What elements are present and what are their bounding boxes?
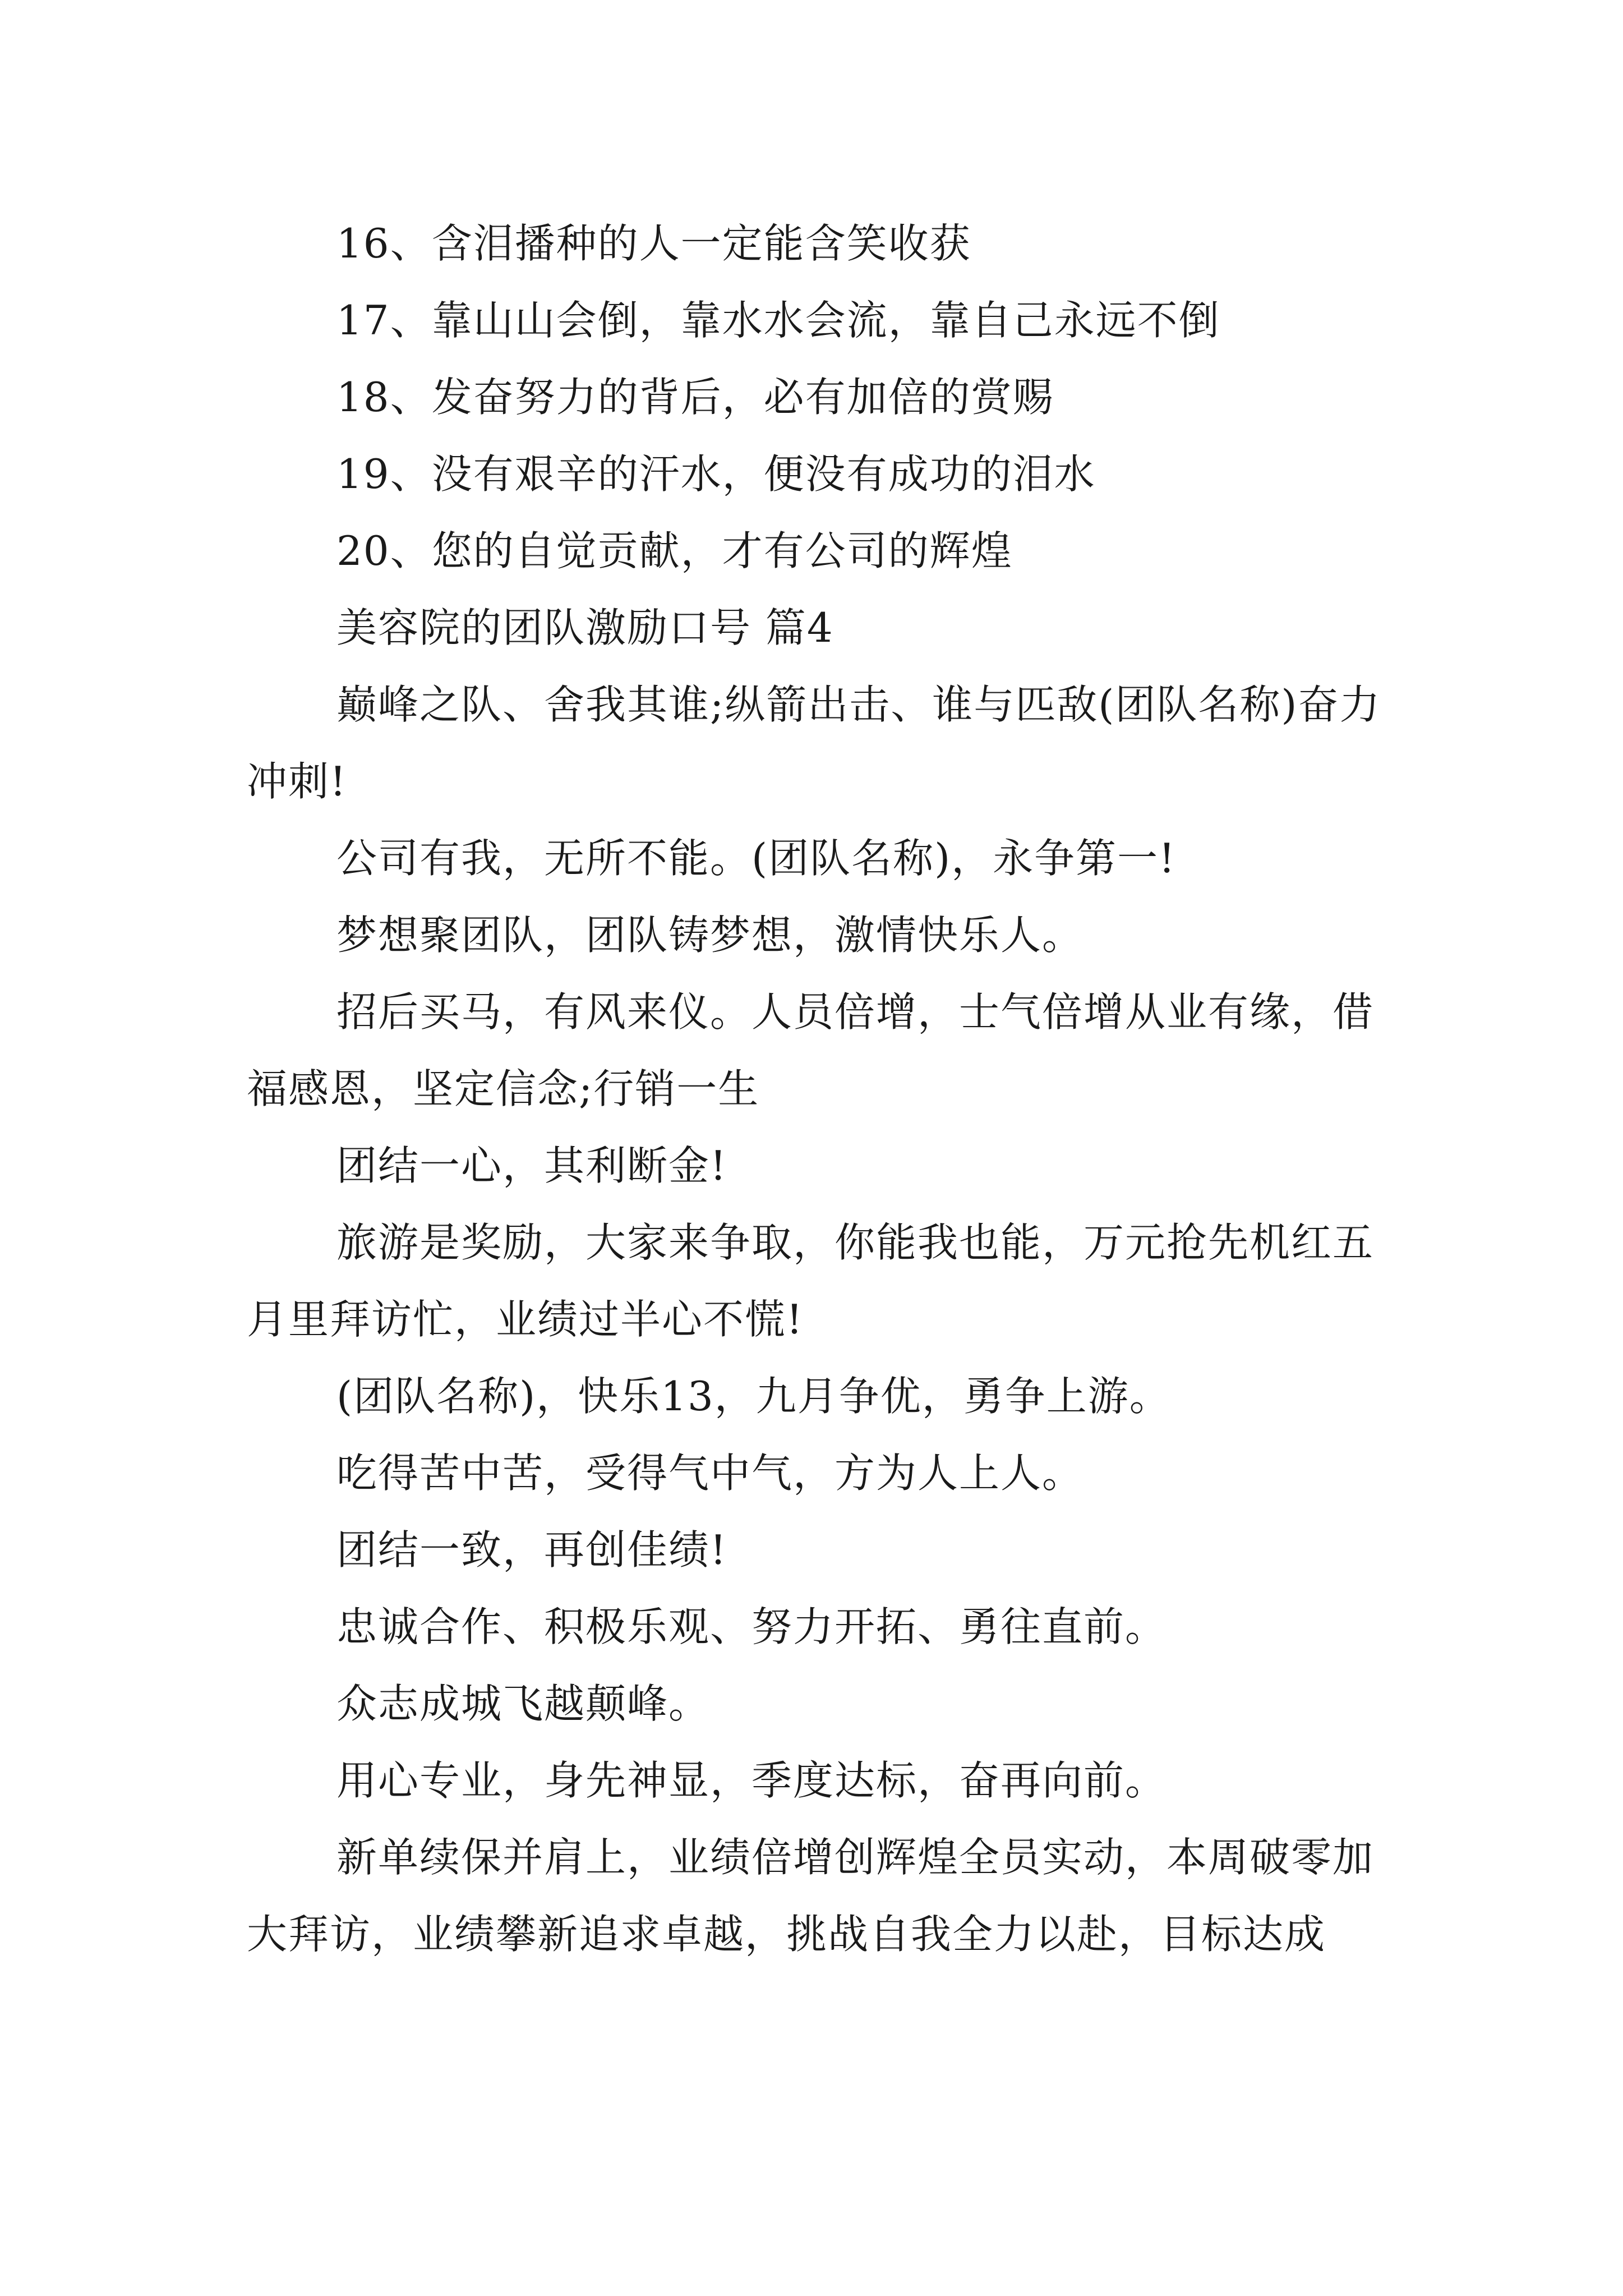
paragraph-happy-13: (团队名称)，快乐13，九月争优，勇争上游。	[336, 1373, 1171, 1420]
paragraph-united: 团结一致，再创佳绩!	[336, 1526, 727, 1573]
paragraph-dream: 梦想聚团队，团队铸梦想，激情快乐人。	[336, 912, 1084, 959]
section-heading: 美容院的团队激励口号 篇4	[336, 604, 834, 651]
slogan-16: 16、含泪播种的人一定能含笑收获	[336, 220, 971, 267]
paragraph-unity: 团结一心，其利断金!	[336, 1142, 727, 1189]
paragraph-hardship: 吃得苦中苦，受得气中气，方为人上人。	[336, 1450, 1084, 1497]
slogan-17: 17、靠山山会倒，靠水水会流，靠自己永远不倒	[336, 297, 1220, 344]
paragraph-recruit: 招后买马，有风来仪。人员倍增，士气倍增从业有缘，借福感恩，坚定信念;行销一生	[247, 988, 1375, 1112]
paragraph-new-policy: 新单续保并肩上，业绩倍增创辉煌全员实动，本周破零加大拜访，业绩攀新追求卓越，挑战自我全力以赴，目标达成	[247, 1834, 1375, 1958]
paragraph-travel: 旅游是奖励，大家来争取，你能我也能，万元抢先机红五月里拜访忙，业绩过半心不慌!	[247, 1219, 1375, 1343]
paragraph-peak-team: 巅峰之队、舍我其谁;纵箭出击、谁与匹敌(团队名称)奋力冲刺!	[247, 681, 1381, 805]
paragraph-company: 公司有我，无所不能。(团队名称)，永争第一!	[336, 835, 1177, 882]
paragraph-peak: 众志成城飞越颠峰。	[336, 1680, 711, 1727]
slogan-19: 19、没有艰辛的汗水，便没有成功的泪水	[336, 450, 1096, 498]
document-body	[247, 205, 1391, 1973]
slogan-20: 20、您的自觉贡献，才有公司的辉煌	[336, 527, 1013, 574]
slogan-18: 18、发奋努力的背后，必有加倍的赏赐	[336, 374, 1054, 421]
paragraph-professional: 用心专业，身先神显，季度达标，奋再向前。	[336, 1757, 1167, 1804]
paragraph-loyalty: 忠诚合作、积极乐观、努力开拓、勇往直前。	[336, 1603, 1167, 1650]
